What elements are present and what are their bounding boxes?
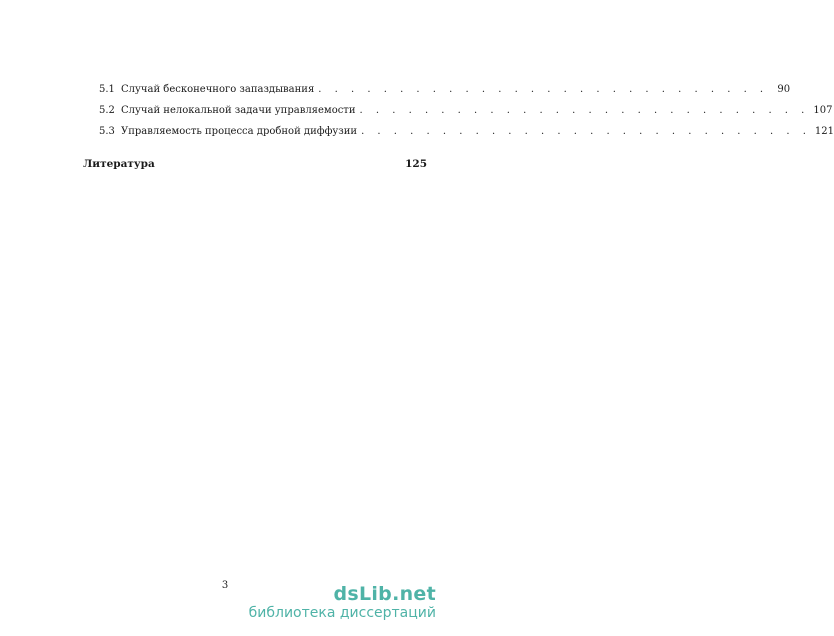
watermark-subtitle: библиотека диссертаций — [248, 605, 436, 622]
toc-leader-dots: . . . . . . . . . . . . . . . . . . . . . . . . . . . . — [318, 84, 769, 95]
toc-entry-title: Управляемость процесса дробной диффузии — [121, 126, 358, 137]
toc-chapter-page: 125 — [405, 158, 427, 170]
toc-leader-dots: . . . . . . . . . . . . . . . . . . . . . . . . . . . . — [361, 126, 811, 137]
page-number: 3 — [221, 580, 229, 591]
toc-entry-title: Случай нелокальной задачи управляемости — [121, 105, 356, 116]
toc-leader-dots: . . . . . . . . . . . . . . . . . . . . . . . . . . . . — [359, 105, 810, 116]
watermark-logo: dsLib.net — [333, 583, 436, 606]
toc-entry-page: 90 — [777, 84, 791, 95]
toc-entry[interactable] — [83, 84, 791, 105]
toc-entry-number: 5.1 — [99, 84, 115, 95]
toc-entry-page: 121 — [814, 126, 834, 137]
toc-entry[interactable] — [83, 105, 833, 126]
toc-entry-number: 5.2 — [99, 105, 115, 116]
toc-entry-page: 107 — [813, 105, 833, 116]
watermark — [249, 584, 436, 622]
toc-chapter-title: Литература — [83, 158, 155, 170]
toc-entry-number: 5.3 — [99, 126, 115, 137]
toc-chapter-entry[interactable] — [83, 158, 427, 170]
toc-entry[interactable] — [83, 126, 834, 147]
toc-entry-title: Случай бесконечного запаздывания — [121, 84, 315, 95]
table-of-contents — [83, 84, 834, 170]
